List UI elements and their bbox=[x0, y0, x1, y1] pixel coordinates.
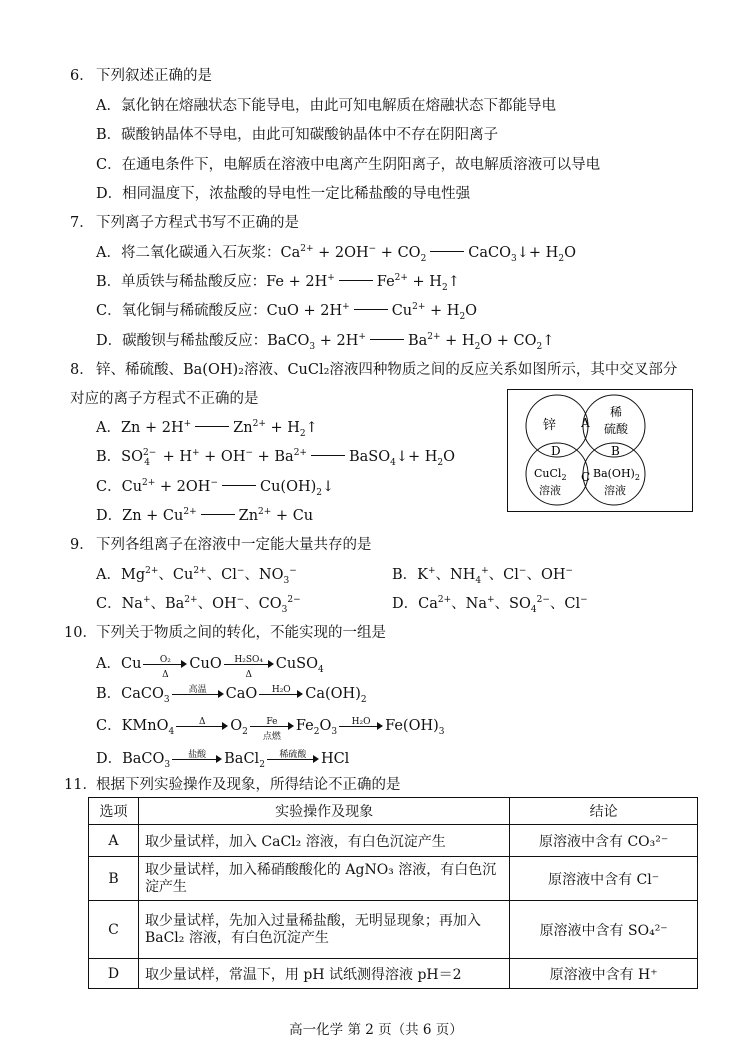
q9-stem: 下列各组离子在溶液中一定能大量共存的是 bbox=[96, 537, 372, 553]
q10-a-arrow-1: $\frac{\text{O₂}}{\Delta}$ bbox=[143, 654, 187, 674]
q7-option-a-label: A．将二氧化碳通入石灰浆： bbox=[96, 245, 281, 261]
q8-option-d: D．$Zn + Cu^{2+}$ $Zn^{2+} + Cu$ bbox=[96, 507, 314, 524]
venn-frame bbox=[508, 390, 693, 512]
q11-table bbox=[88, 797, 698, 989]
q7-option-b-label: B．单质铁与稀盐酸反应： bbox=[96, 274, 267, 290]
q7-option-c: C．氧化铜与稀硫酸反应：CuO + 2H+ $Cu^{2+} + H_2O$ bbox=[96, 302, 478, 322]
q7-option-c-label: C．氧化铜与稀硫酸反应： bbox=[96, 303, 267, 319]
q11-table-header bbox=[89, 798, 698, 825]
q10-number: 10． bbox=[64, 625, 97, 641]
page-footer: 高一化学 第 2 页（共 6 页） bbox=[289, 1022, 463, 1038]
q11-stem: 根据下列实验操作及现象，所得结论不正确的是 bbox=[96, 777, 401, 793]
q10-option-d: D．BaCO$_3$ 盐酸 BaCl$_2$ 稀硫酸 HCl bbox=[96, 750, 350, 770]
q10-b-arrow-1: 高温 bbox=[172, 684, 224, 704]
q10-a-arrow-2: $\frac{\text{H₂SO₄}}{\Delta}$ bbox=[224, 654, 274, 674]
q11-row-b-operation: 取少量试样，加入稀硝酸酸化的 AgNO₃ 溶液，有白色沉淀产生 bbox=[138, 857, 509, 901]
q6-option-d: D．相同温度下，浓盐酸的导电性一定比稀盐酸的导电性强 bbox=[96, 186, 471, 202]
venn-label-baoh2-2: 溶液 bbox=[604, 484, 626, 497]
venn-label-D: D bbox=[551, 444, 561, 458]
table-row bbox=[89, 959, 698, 989]
q11-row-c-operation: 取少量试样，先加入过量稀盐酸，无明显现象；再加入 BaCl₂ 溶液，有白色沉淀产生 bbox=[138, 901, 509, 959]
q6-option-a: A．氯化钠在熔融状态下能导电，由此可知电解质在熔融状态下都能导电 bbox=[96, 98, 556, 114]
q7-option-b: B．单质铁与稀盐酸反应：Fe + 2H+ $Fe^{2+}$ + $H_2↑$ bbox=[96, 273, 460, 293]
q11-header-conclusion: 结论 bbox=[510, 798, 698, 825]
table-row bbox=[89, 857, 698, 901]
q8-venn-diagram bbox=[507, 389, 693, 512]
q10-d-arrow-1: 盐酸 bbox=[172, 749, 222, 769]
q8-option-a: A．Zn + 2H+ $Zn^{2+}$ + $H_2↑$ bbox=[96, 419, 318, 439]
q10-stem: 下列关于物质之间的转化，不能实现的一组是 bbox=[96, 625, 386, 641]
venn-label-B: B bbox=[611, 444, 620, 458]
q8-number: 8． bbox=[70, 362, 94, 378]
q10-b-arrow-2: H₂O bbox=[259, 684, 303, 704]
q10-d-arrow-2: 稀硫酸 bbox=[267, 749, 319, 769]
q8-option-b: B．$SO^{2-}_4 + H^+ + OH^- + Ba^{2+}$ BaSO$_4$↓+ $H_2O$ bbox=[96, 448, 456, 468]
q11-row-c-option: C bbox=[89, 901, 139, 959]
venn-label-C: C bbox=[581, 470, 591, 484]
q6-stem: 下列叙述正确的是 bbox=[96, 68, 212, 84]
q10-c-arrow-1: Δ bbox=[176, 716, 228, 736]
q6-option-b: B．碳酸钠晶体不导电，由此可知碳酸钠晶体中不存在阴阳离子 bbox=[96, 127, 499, 143]
q10-c-arrow-3: H₂O bbox=[339, 716, 383, 736]
q11-row-a-operation: 取少量试样，加入 CaCl₂ 溶液，有白色沉淀产生 bbox=[138, 825, 509, 857]
q7-option-d: D．碳酸钡与稀盐酸反应：BaCO$_3$ + 2H+ $Ba^{2+} + H_2O$ + $CO_2↑$ bbox=[96, 332, 555, 352]
q6-option-c: C．在通电条件下，电解质在溶液中电离产生阴阳离子，故电解质溶液可以导电 bbox=[96, 157, 601, 173]
q11-row-d-conclusion: 原溶液中含有 H⁺ bbox=[510, 959, 698, 989]
q11-row-a-option: A bbox=[89, 825, 139, 857]
q11-row-b-option: B bbox=[89, 857, 139, 901]
q11-row-a-conclusion: 原溶液中含有 CO₃²⁻ bbox=[510, 825, 698, 857]
venn-label-acid-1: 稀 bbox=[610, 405, 623, 419]
q9-option-c: C．Na+、$Ba^{2+}$、OH−、$CO_3^{2-}$ bbox=[96, 595, 301, 615]
q9-option-a: A．$Mg^{2+}$、$Cu^{2+}$、Cl−、$NO_3^-$ bbox=[96, 566, 297, 586]
q7-option-d-label: D．碳酸钡与稀盐酸反应： bbox=[96, 333, 268, 349]
venn-label-baoh2-1: $Ba(OH)_2$ bbox=[593, 467, 640, 482]
q10-option-c: C．KMnO$_4$ Δ $O_2$ Fe 点燃 $Fe_2O_3$ H₂O $Fe(OH)_3$ bbox=[96, 717, 445, 742]
q8-stem-line1: 锌、稀硫酸、Ba(OH)₂溶液、CuCl₂溶液四种物质之间的反应关系如图所示，其中交叉部分 bbox=[96, 362, 678, 378]
q8-option-c: C．$Cu^{2+} + 2OH^-$ $Cu(OH)_2↓$ bbox=[96, 478, 335, 498]
q10-option-b: B．CaCO$_3$ 高温 CaO H₂O $Ca(OH)_2$ bbox=[96, 685, 367, 705]
venn-label-cucl2-1: CuCl$_2$ bbox=[534, 467, 567, 482]
q11-row-c-conclusion: 原溶液中含有 SO₄²⁻ bbox=[510, 901, 698, 959]
table-row bbox=[89, 901, 698, 959]
q8-stem-line2: 对应的离子方程式不正确的是 bbox=[70, 391, 259, 407]
venn-label-acid-2: 硫酸 bbox=[604, 422, 629, 436]
q11-row-d-operation: 取少量试样，常温下，用 pH 试纸测得溶液 pH＝2 bbox=[138, 959, 509, 989]
q7-stem: 下列离子方程式书写不正确的是 bbox=[96, 215, 299, 231]
q11-number: 11． bbox=[64, 777, 97, 793]
q11-row-d-option: D bbox=[89, 959, 139, 989]
q11-header-operation: 实验操作及现象 bbox=[138, 798, 509, 825]
venn-label-cucl2-2: 溶液 bbox=[539, 484, 561, 497]
q7-number: 7． bbox=[70, 215, 94, 231]
q10-option-a: A．Cu $\frac{\text{O₂}}{\Delta}$ CuO $\frac{\text{H₂SO₄}}{\Delta}$ CuSO$_4$ bbox=[96, 655, 324, 680]
table-row bbox=[89, 825, 698, 857]
q9-option-d: D．$Ca^{2+}$、Na+、$SO_4^{2-}$、Cl− bbox=[392, 595, 588, 615]
q6-number: 6． bbox=[70, 68, 94, 84]
q11-row-b-conclusion: 原溶液中含有 Cl⁻ bbox=[510, 857, 698, 901]
q9-option-b: B．K+、$NH_4^+$、Cl−、OH− bbox=[392, 566, 574, 586]
venn-label-zinc: 锌 bbox=[543, 418, 557, 433]
q11-header-option: 选项 bbox=[89, 798, 139, 825]
q10-c-arrow-2: Fe 点燃 bbox=[250, 716, 294, 736]
q9-number: 9． bbox=[70, 537, 94, 553]
venn-label-A: A bbox=[581, 416, 590, 430]
q7-option-a: A．将二氧化碳通入石灰浆：$Ca^{2+} + 2OH^- + CO_2$ CaCO$_3$↓+ $H_2O$ bbox=[96, 244, 576, 264]
